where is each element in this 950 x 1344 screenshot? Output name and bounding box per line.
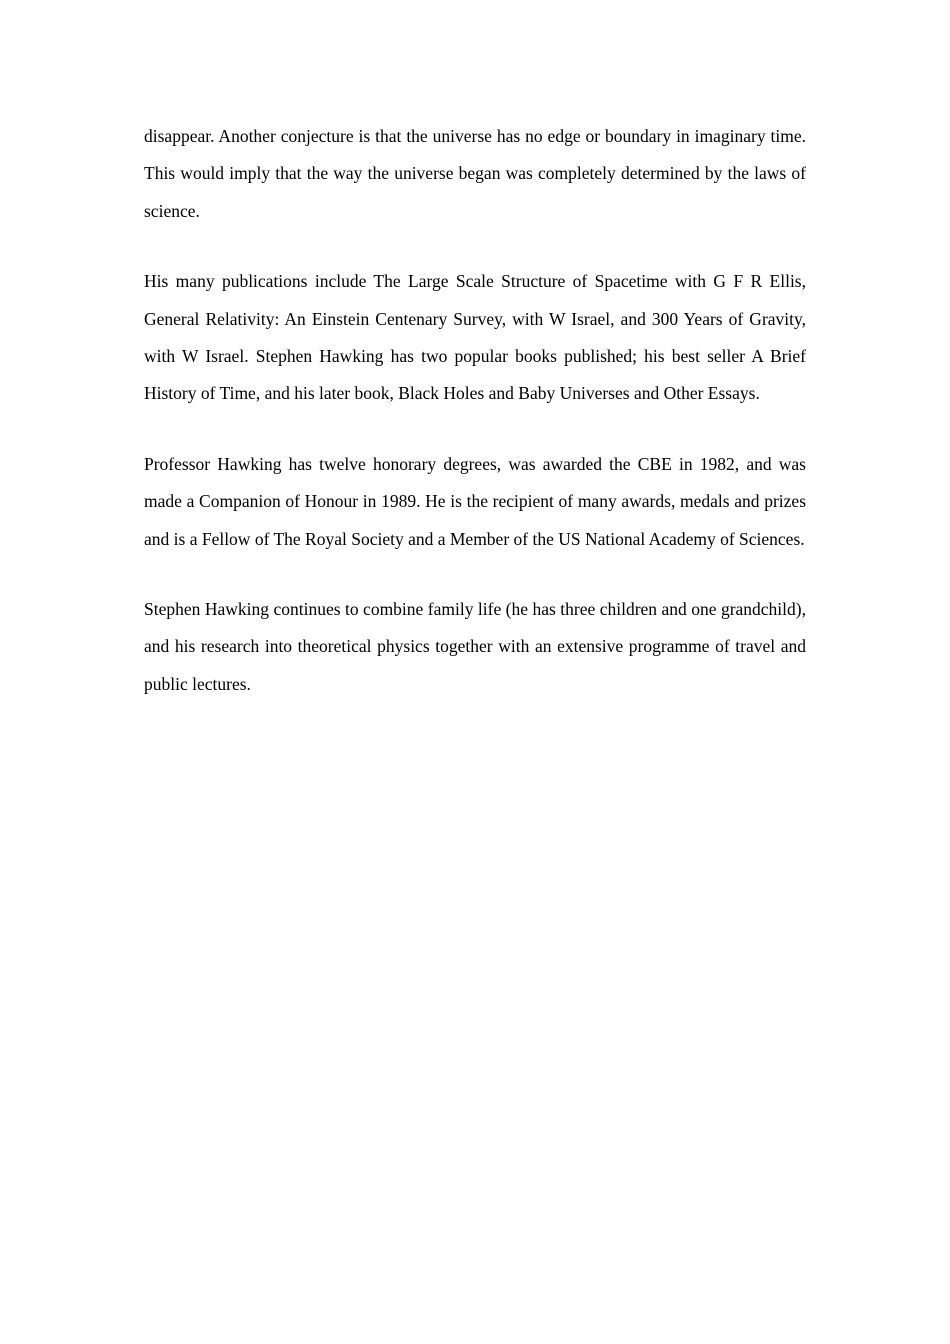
body-paragraph: His many publications include The Large Scale Structure of Spacetime with G F R Ellis, General Relativity: An Einstein Centenary Survey, with W Israel, and 300 Years of Gravity, with W Israel. Stephen Hawking has two popular books published; his best seller A Brief History of Time, and his later book, Black Holes and Baby Universes and Other Essays. xyxy=(144,271,806,404)
body-paragraph: Stephen Hawking continues to combine family life (he has three children and one grandchild), and his research into theoretical physics together with an extensive programme of travel and public lectures. xyxy=(144,599,806,694)
document-body xyxy=(144,118,806,736)
body-paragraph: disappear. Another conjecture is that the universe has no edge or boundary in imaginary time. This would imply that the way the universe began was completely determined by the laws of science. xyxy=(144,126,806,221)
body-paragraph: Professor Hawking has twelve honorary degrees, was awarded the CBE in 1982, and was made a Companion of Honour in 1989. He is the recipient of many awards, medals and prizes and is a Fellow of The Royal Society and a Member of the US National Academy of Sciences. xyxy=(144,453,806,549)
